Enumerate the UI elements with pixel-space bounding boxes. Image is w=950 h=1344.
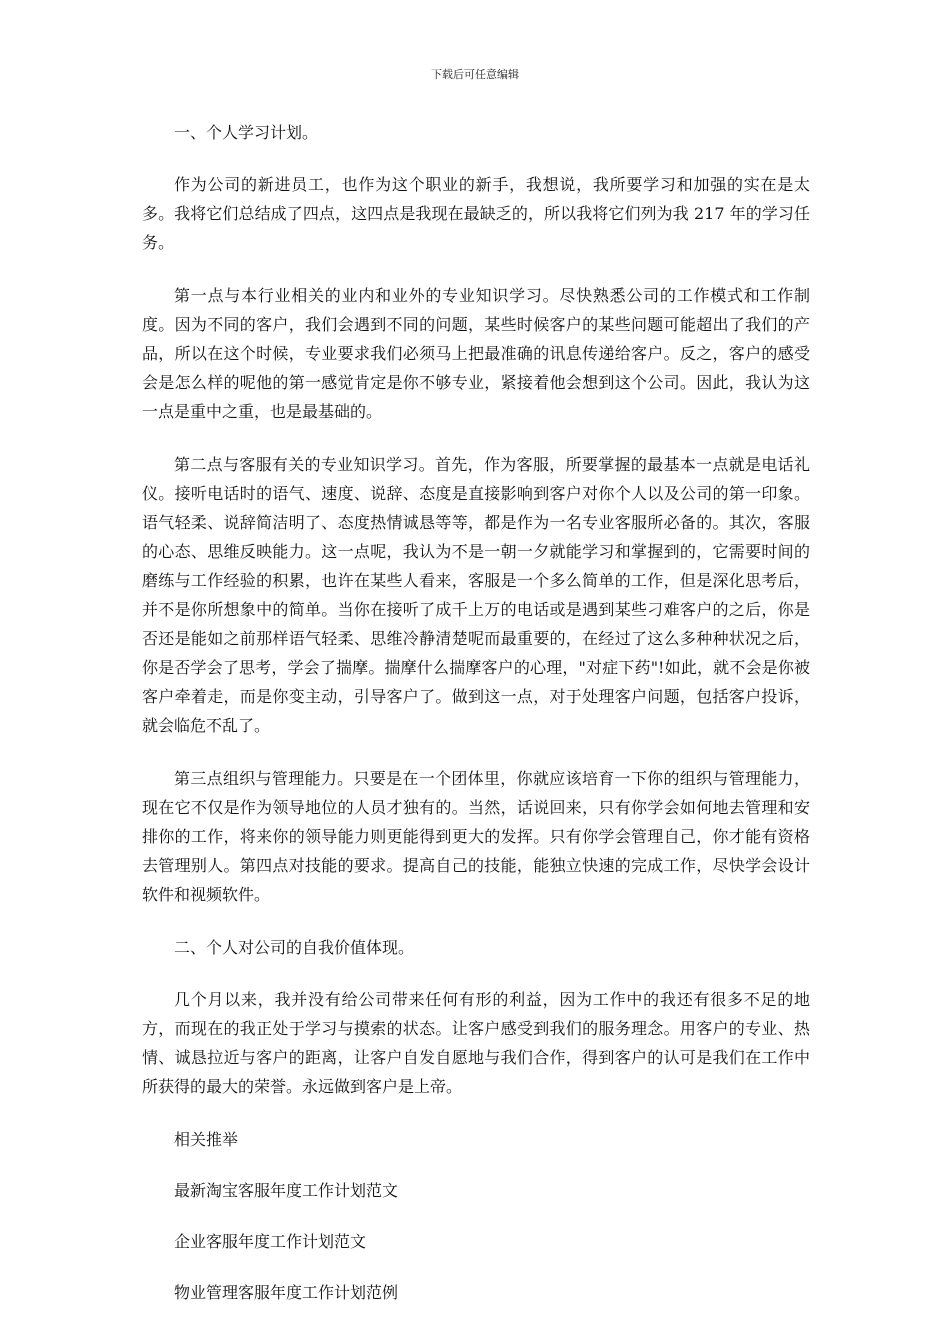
section-heading-2: 二、个人对公司的自我价值体现。: [174, 938, 415, 957]
related-link-3[interactable]: 物业管理客服年度工作计划范例: [174, 1283, 399, 1302]
paragraph-self-value: 几个月以来，我并没有给公司带来任何有形的利益，因为工作中的我还有很多不足的地方，而现在的我正处于学习与摸索的状态。让客户感受到我们的服务理念。用客户的专业、热情、诚恳拉近与客户的距离，让客户自发自愿地与我们合作，得到客户的认可是我们在工作中所获得的最大的荣誉。永远做到客户是上帝。: [142, 990, 810, 1096]
paragraph-intro: 作为公司的新进员工，也作为这个职业的新手，我想说，我所要学习和加强的实在是太多。我将它们总结成了四点，这四点是我现在最缺乏的，所以我将它们列为我 217 年的学习任务。: [142, 175, 810, 252]
header-note: 下载后可任意编辑: [431, 68, 519, 81]
paragraph-point-1: 第一点与本行业相关的业内和业外的专业知识学习。尽快熟悉公司的工作模式和工作制度。因为不同的客户，我们会遇到不同的问题，某些时候客户的某些问题可能超出了我们的产品，所以在这个时候，专业要求我们必须马上把最准确的讯息传递给客户。反之，客户的感受会是怎么样的呢他的第一感觉肯定是你不够专业，紧接着他会想到这个公司。因此，我认为这一点是重中之重，也是最基础的。: [142, 286, 810, 421]
related-link-1[interactable]: 最新淘宝客服年度工作计划范文: [174, 1181, 399, 1200]
paragraph-point-3-4: 第三点组织与管理能力。只要是在一个团体里，你就应该培育一下你的组织与管理能力，现在它不仅是作为领导地位的人员才独有的。当然，话说回来，只有你学会如何地去管理和安排你的工作，将来你的领导能力则更能得到更大的发挥。只有你学会管理自己，你才能有资格去管理别人。第四点对技能的要求。提高自己的技能，能独立快速的完成工作，尽快学会设计软件和视频软件。: [142, 769, 810, 904]
section-heading-1: 一、个人学习计划。: [174, 123, 319, 142]
related-title: 相关推举: [174, 1130, 239, 1149]
document-body: [142, 118, 810, 1329]
related-link-2[interactable]: 企业客服年度工作计划范文: [174, 1232, 367, 1251]
paragraph-point-2: 第二点与客服有关的专业知识学习。首先，作为客服，所要掌握的最基本一点就是电话礼仪。接听电话时的语气、速度、说辞、态度是直接影响到客户对你个人以及公司的第一印象。语气轻柔、说辞简洁明了、态度热情诚恳等等，都是作为一名专业客服所必备的。其次，客服的心态、思维反映能力。这一点呢，我认为不是一朝一夕就能学习和掌握到的，它需要时间的磨练与工作经验的积累，也许在某些人看来，客服是一个多么简单的工作，但是深化思考后，并不是你所想象中的简单。当你在接听了成千上万的电话或是遇到某些刁难客户的之后，你是否还是能如之前那样语气轻柔、思维冷静清楚呢而最重要的，在经过了这么多种种状况之后，你是否学会了思考，学会了揣摩。揣摩什么揣摩客户的心理，"对症下药"!如此，就不会是你被客户牵着走，而是你变主动，引导客户了。做到这一点，对于处理客户问题，包括客户投诉，就会临危不乱了。: [142, 455, 810, 735]
